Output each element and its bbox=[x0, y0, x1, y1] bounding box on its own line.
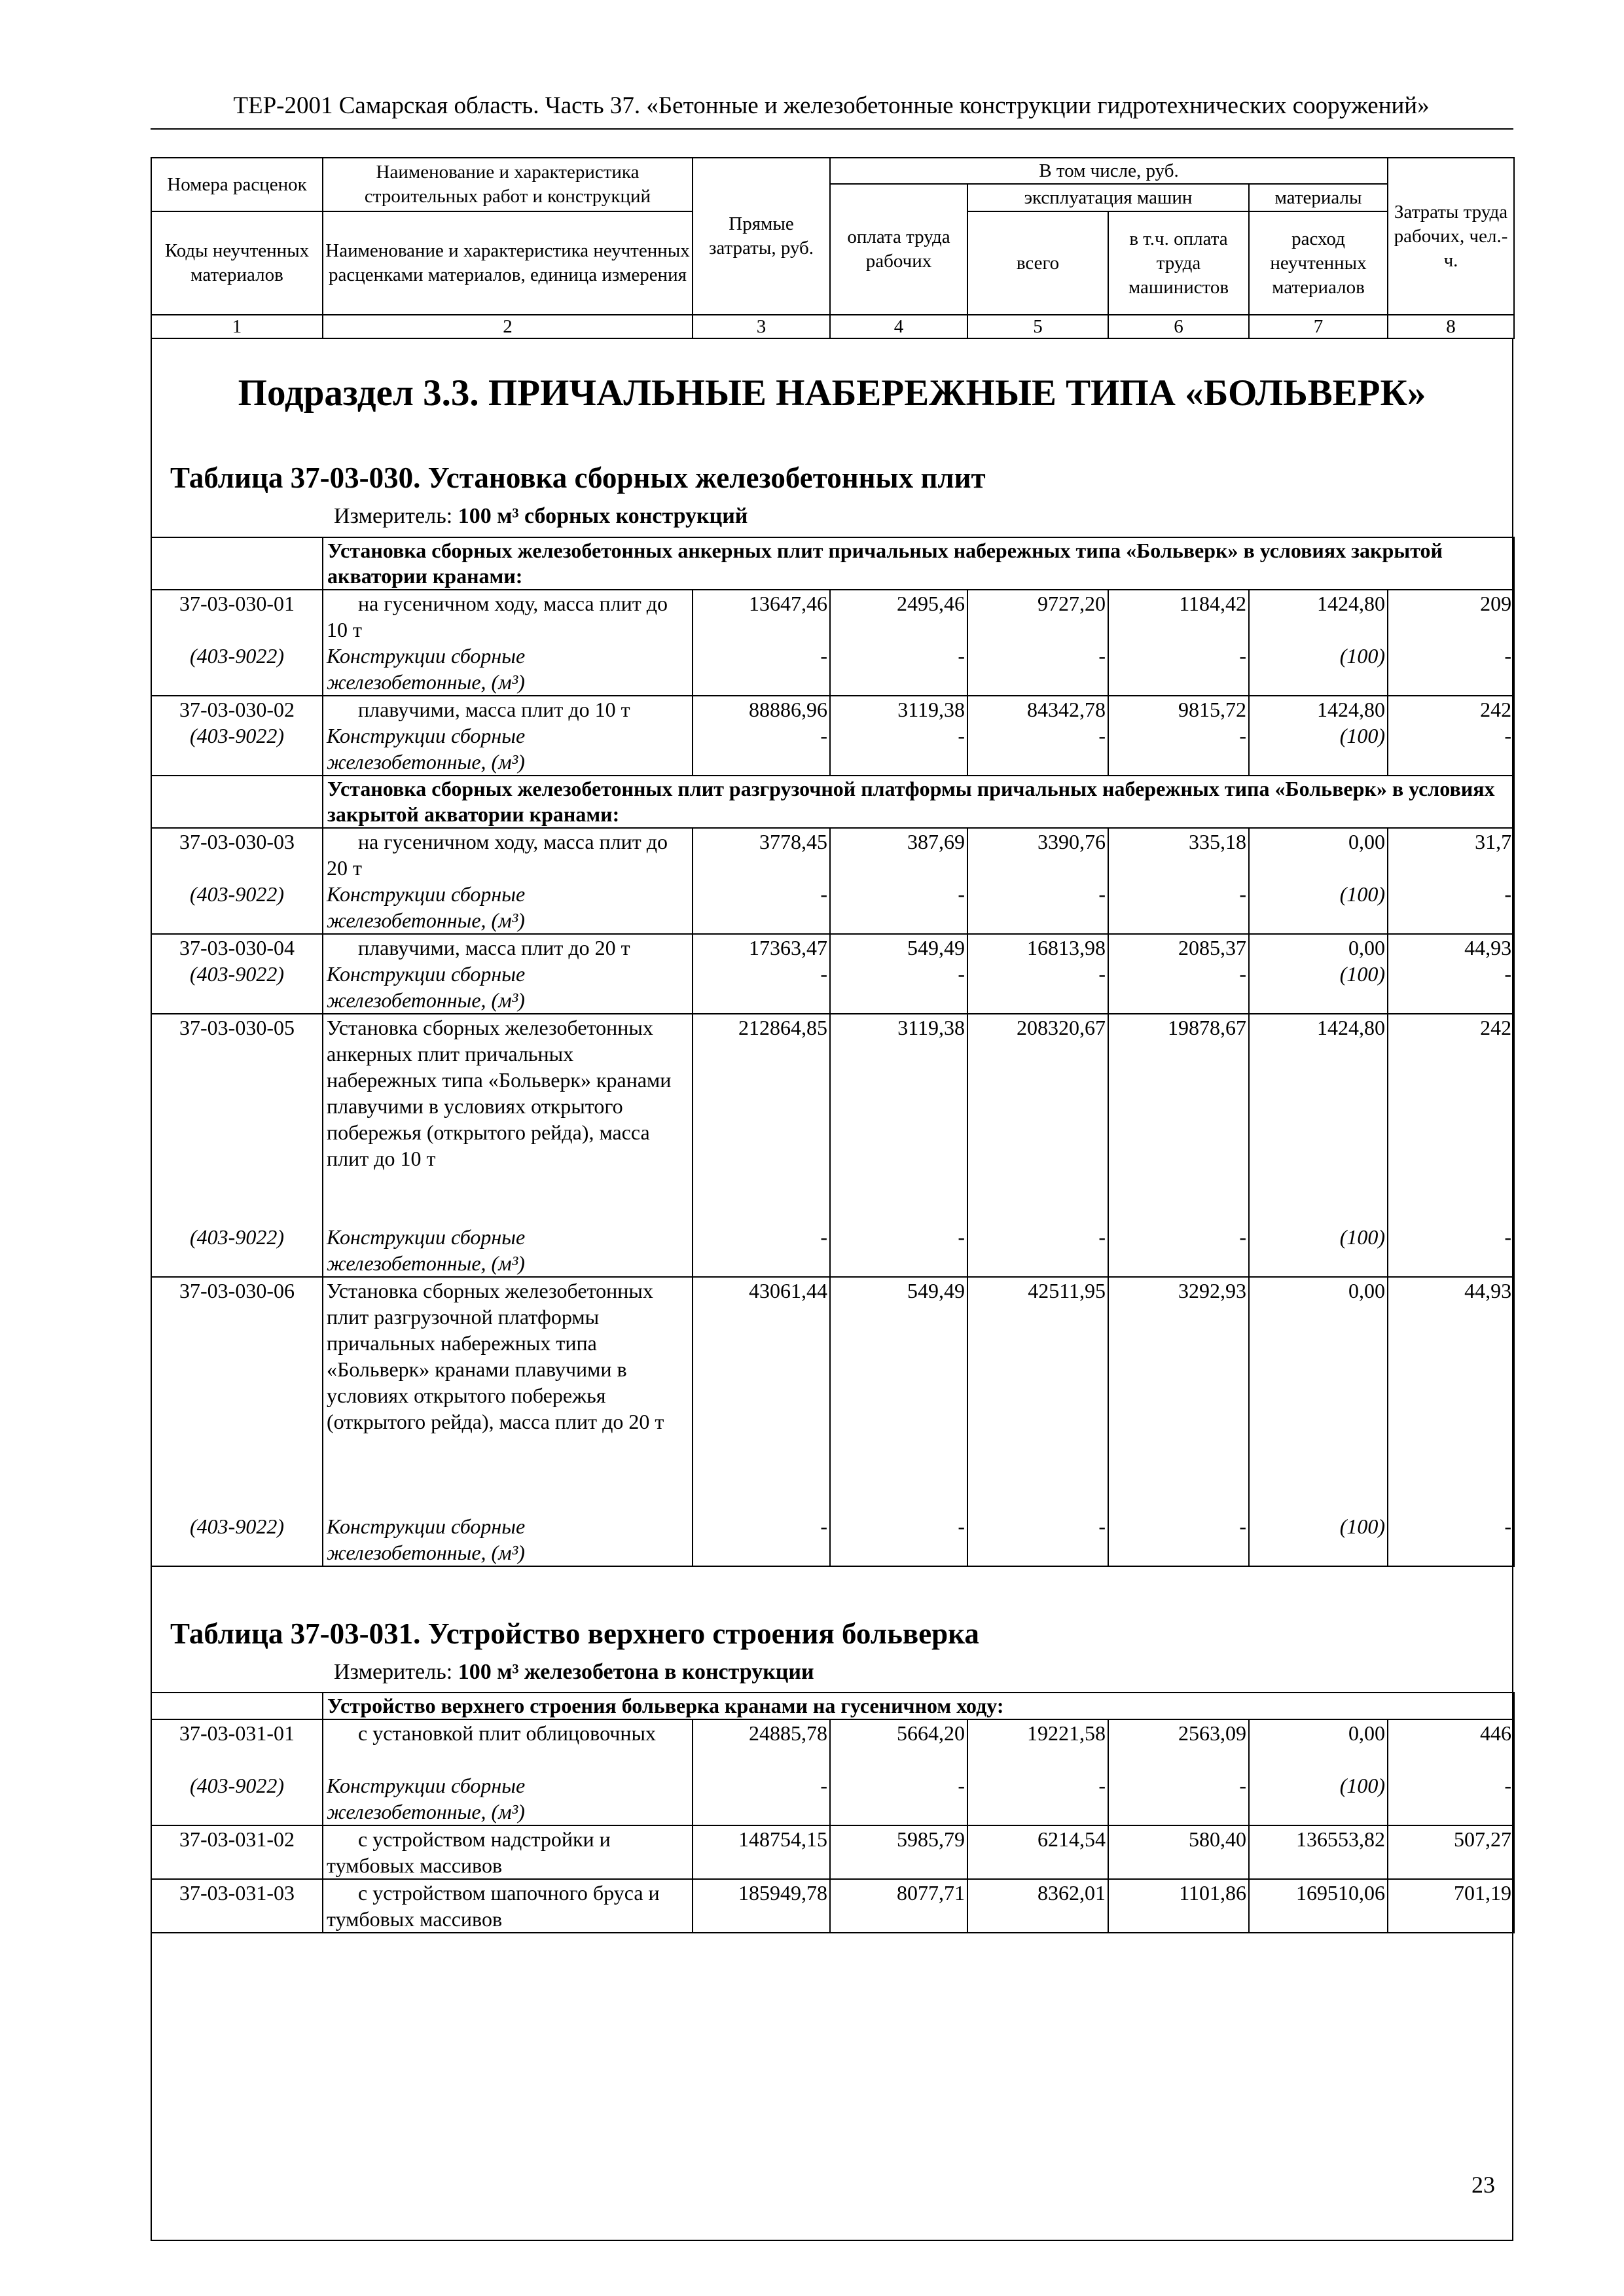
rate-name: с установкой плит облицовочных bbox=[358, 1721, 656, 1745]
rate-name: на гусеничном ходу, масса плит до 20 т bbox=[327, 830, 668, 880]
rate-code: 37-03-030-03 bbox=[179, 830, 295, 853]
col-header-hours: Затраты труда рабочих, чел.-ч. bbox=[1388, 158, 1514, 315]
section-title: Подраздел 3.3. ПРИЧАЛЬНЫЕ НАБЕРЕЖНЫЕ ТИПА «БОЛЬВЕРК» bbox=[238, 372, 1426, 414]
rate-code: 37-03-030-05 bbox=[179, 1016, 295, 1039]
group-row bbox=[151, 776, 1514, 828]
table-row bbox=[151, 1879, 1514, 1933]
rate-name: на гусеничном ходу, масса плит до 10 т bbox=[327, 592, 668, 641]
rate-name: плавучими, масса плит до 10 т bbox=[358, 698, 630, 721]
col-number: 3 bbox=[693, 315, 830, 338]
direct-cost: 148754,15 bbox=[738, 1827, 827, 1851]
col-header-labor: оплата труда рабочих bbox=[830, 184, 967, 315]
page-number: 23 bbox=[1471, 2172, 1495, 2198]
labor-hours: 209 bbox=[1480, 592, 1512, 615]
measure-label: Измеритель: bbox=[334, 1660, 453, 1684]
col-header-name: Наименование и характеристика строительных работ и конструкций bbox=[323, 158, 693, 211]
labor-cost: 387,69 bbox=[907, 830, 965, 853]
table-030-measure bbox=[334, 503, 748, 530]
materials-cost: 0,00 bbox=[1348, 1721, 1385, 1745]
col-header-machinists: в т.ч. оплата труда машинистов bbox=[1108, 211, 1249, 315]
labor-cost: 549,49 bbox=[907, 1279, 965, 1302]
table-030 bbox=[151, 537, 1515, 1567]
col-header-code: Номера расценок bbox=[151, 158, 323, 211]
labor-cost: 3119,38 bbox=[897, 698, 965, 721]
direct-cost: 43061,44 bbox=[749, 1279, 827, 1302]
material-code: (403-9022) bbox=[190, 962, 284, 986]
direct-cost: 24885,78 bbox=[749, 1721, 827, 1745]
labor-cost: 3119,38 bbox=[897, 1016, 965, 1039]
col-number: 4 bbox=[830, 315, 967, 338]
material-name: Конструкции сборные железобетонные, (м³) bbox=[327, 1774, 526, 1823]
table-030-title: Таблица 37-03-030. Установка сборных железобетонных плит bbox=[170, 461, 986, 494]
material-code: (403-9022) bbox=[190, 1225, 284, 1249]
col-header-machines: эксплуатация машин bbox=[967, 184, 1249, 211]
col-header-materials: материалы bbox=[1249, 184, 1388, 211]
labor-cost: 5985,79 bbox=[897, 1827, 965, 1851]
labor-hours: 507,27 bbox=[1454, 1827, 1511, 1851]
running-header: ТЕР-2001 Самарская область. Часть 37. «Бетонные и железобетонные конструкции гидротехнических сооружений» bbox=[233, 92, 1430, 119]
table-row: 37-03-030-05 (403-9022) Установка сборных железобетонных анкерных плит причальных набережных типа «Больверк» кранами плавучими в условиях открытого побережья (открытого рейда), масса плит до 10 т Конструкции сборные железобетонные, (м³) 212864,85 - 3119,38 - 208320,67 - 19878,67 - 1424,80 (100) 242 - bbox=[151, 1014, 1514, 1277]
col-number: 6 bbox=[1108, 315, 1249, 338]
rate-code: 37-03-031-02 bbox=[179, 1827, 295, 1851]
machinists-cost: 1184,42 bbox=[1179, 592, 1246, 615]
machinists-cost: 2085,37 bbox=[1178, 936, 1246, 960]
machinists-cost: 1101,86 bbox=[1179, 1881, 1246, 1905]
labor-hours: 446 bbox=[1480, 1721, 1511, 1745]
col-header-mach-total: всего bbox=[967, 211, 1108, 315]
table-row bbox=[151, 1825, 1514, 1879]
group-heading: Установка сборных железобетонных плит разгрузочной платформы причальных набережных типа «Больверк» в условиях закрытой акватории кранами: bbox=[323, 776, 1514, 828]
direct-cost: 17363,47 bbox=[749, 936, 827, 960]
material-qty: (100) bbox=[1339, 962, 1385, 986]
machinists-cost: 19878,67 bbox=[1168, 1016, 1246, 1039]
table-031 bbox=[151, 1692, 1515, 1933]
col-number: 2 bbox=[323, 315, 693, 338]
rate-name: с устройством шапочного бруса и тумбовых массивов bbox=[327, 1881, 660, 1931]
material-qty: (100) bbox=[1339, 1225, 1385, 1249]
col-header-direct: Прямые затраты, руб. bbox=[693, 158, 830, 315]
labor-hours: 242 bbox=[1480, 698, 1512, 721]
material-name: Конструкции сборные железобетонные, (м³) bbox=[327, 962, 526, 1012]
machinists-cost: 580,40 bbox=[1189, 1827, 1246, 1851]
col-number: 8 bbox=[1388, 315, 1514, 338]
col-number: 1 bbox=[151, 315, 323, 338]
labor-cost: 5664,20 bbox=[897, 1721, 965, 1745]
materials-cost: 136553,82 bbox=[1296, 1827, 1385, 1851]
column-header-table bbox=[151, 157, 1515, 339]
labor-hours: 242 bbox=[1480, 1016, 1512, 1039]
labor-hours: 44,93 bbox=[1464, 936, 1512, 960]
measure-value: 100 м³ сборных конструкций bbox=[458, 504, 748, 528]
table-row: 37-03-030-02 (403-9022) плавучими, масса плит до 10 т Конструкции сборные железобетонные, (м³) 88886,96 - 3119,38 - 84342,78 - 9815,72 - 1424,80 (100) 242 - bbox=[151, 696, 1514, 776]
material-qty: (100) bbox=[1339, 644, 1385, 668]
machinists-cost: 9815,72 bbox=[1178, 698, 1246, 721]
machine-cost: 6214,54 bbox=[1038, 1827, 1106, 1851]
machine-cost: 208320,67 bbox=[1017, 1016, 1106, 1039]
col-header-code-unacc: Коды неучтенных материалов bbox=[151, 211, 323, 315]
material-code: (403-9022) bbox=[190, 882, 284, 906]
group-heading: Устройство верхнего строения больверка кранами на гусеничном ходу: bbox=[323, 1693, 1514, 1719]
group-heading: Установка сборных железобетонных анкерных плит причальных набережных типа «Больверк» в условиях закрытой акватории кранами: bbox=[323, 537, 1514, 590]
col-header-name-unacc: Наименование и характеристика неучтенных расценками материалов, единица измерения bbox=[323, 211, 693, 315]
machine-cost: 8362,01 bbox=[1038, 1881, 1106, 1905]
machine-cost: 3390,76 bbox=[1038, 830, 1106, 853]
material-code: (403-9022) bbox=[190, 1515, 284, 1538]
materials-cost: 0,00 bbox=[1348, 936, 1385, 960]
machine-cost: 42511,95 bbox=[1028, 1279, 1106, 1302]
direct-cost: 88886,96 bbox=[749, 698, 827, 721]
rate-code: 37-03-030-02 bbox=[179, 698, 295, 721]
table-row: 37-03-030-06 (403-9022) Установка сборных железобетонных плит разгрузочной платформы причальных набережных типа «Больверк» кранами плавучими в условиях открытого побережья (открытого рейда), масса плит до 20 т Конструкции сборные железобетонные, (м³) 43061,44 - 549,49 - 42511,95 - 3292,93 - 0,00 (100) 44,93 - bbox=[151, 1277, 1514, 1566]
material-qty: (100) bbox=[1339, 724, 1385, 747]
machinists-cost: 2563,09 bbox=[1178, 1721, 1246, 1745]
materials-cost: 1424,80 bbox=[1317, 1016, 1385, 1039]
measure-value: 100 м³ железобетона в конструкции bbox=[458, 1660, 814, 1684]
material-code: (403-9022) bbox=[190, 724, 284, 747]
material-qty: (100) bbox=[1339, 1774, 1385, 1797]
labor-hours: 44,93 bbox=[1464, 1279, 1512, 1302]
rate-name: Установка сборных железобетонных плит разгрузочной платформы причальных набережных типа «Больверк» кранами плавучими в условиях открытого побережья (открытого рейда), масса плит до 20 т bbox=[327, 1279, 664, 1433]
col-number: 5 bbox=[967, 315, 1108, 338]
material-name: Конструкции сборные железобетонные, (м³) bbox=[327, 1225, 526, 1275]
machine-cost: 19221,58 bbox=[1027, 1721, 1106, 1745]
labor-cost: 2495,46 bbox=[897, 592, 965, 615]
labor-cost: 549,49 bbox=[907, 936, 965, 960]
header-rule bbox=[151, 128, 1513, 130]
material-code: (403-9022) bbox=[190, 1774, 284, 1797]
labor-hours: 31,7 bbox=[1475, 830, 1512, 853]
group-row bbox=[151, 1693, 1514, 1719]
material-name: Конструкции сборные железобетонные, (м³) bbox=[327, 724, 526, 774]
direct-cost: 212864,85 bbox=[738, 1016, 827, 1039]
col-header-materials-sub: расход неучтенных материалов bbox=[1249, 211, 1388, 315]
labor-hours: 701,19 bbox=[1454, 1881, 1511, 1905]
material-name: Конструкции сборные железобетонные, (м³) bbox=[327, 1515, 526, 1564]
table-row: 37-03-031-01 (403-9022) с установкой плит облицовочных Конструкции сборные железобетонные, (м³) 24885,78 - 5664,20 - 19221,58 - 2563,09 - 0,00 (100) 446 - bbox=[151, 1719, 1514, 1825]
table-031-title: Таблица 37-03-031. Устройство верхнего строения больверка bbox=[170, 1617, 979, 1650]
labor-cost: 8077,71 bbox=[897, 1881, 965, 1905]
material-name: Конструкции сборные железобетонные, (м³) bbox=[327, 882, 526, 932]
table-row: 37-03-030-01 (403-9022) на гусеничном ходу, масса плит до 10 т Конструкции сборные железобетонные, (м³) 13647,46 - 2495,46 - 9727,20 - 1184,42 - 1424,80 (100) 209 - bbox=[151, 590, 1514, 696]
material-name: Конструкции сборные железобетонные, (м³) bbox=[327, 644, 526, 694]
machine-cost: 9727,20 bbox=[1038, 592, 1106, 615]
material-qty: (100) bbox=[1339, 1515, 1385, 1538]
machine-cost: 84342,78 bbox=[1027, 698, 1106, 721]
direct-cost: 185949,78 bbox=[738, 1881, 827, 1905]
table-031-measure bbox=[334, 1659, 814, 1686]
direct-cost: 3778,45 bbox=[759, 830, 827, 853]
col-header-incl: В том числе, руб. bbox=[830, 158, 1388, 184]
machinists-cost: 3292,93 bbox=[1178, 1279, 1246, 1302]
rate-code: 37-03-030-06 bbox=[179, 1279, 295, 1302]
materials-cost: 169510,06 bbox=[1296, 1881, 1385, 1905]
rate-name: Установка сборных железобетонных анкерных плит причальных набережных типа «Больверк» кранами плавучими в условиях открытого побережья (открытого рейда), масса плит до 10 т bbox=[327, 1016, 672, 1170]
col-number: 7 bbox=[1249, 315, 1388, 338]
machinists-cost: 335,18 bbox=[1189, 830, 1246, 853]
machine-cost: 16813,98 bbox=[1027, 936, 1106, 960]
rate-code: 37-03-031-01 bbox=[179, 1721, 295, 1745]
rate-code: 37-03-031-03 bbox=[179, 1881, 295, 1905]
group-row bbox=[151, 537, 1514, 590]
measure-label: Измеритель: bbox=[334, 504, 453, 528]
material-code: (403-9022) bbox=[190, 644, 284, 668]
materials-cost: 1424,80 bbox=[1317, 698, 1385, 721]
materials-cost: 0,00 bbox=[1348, 1279, 1385, 1302]
rate-code: 37-03-030-04 bbox=[179, 936, 295, 960]
direct-cost: 13647,46 bbox=[749, 592, 827, 615]
materials-cost: 1424,80 bbox=[1317, 592, 1385, 615]
material-qty: (100) bbox=[1339, 882, 1385, 906]
rate-name: с устройством надстройки и тумбовых массивов bbox=[327, 1827, 611, 1877]
rate-code: 37-03-030-01 bbox=[179, 592, 295, 615]
materials-cost: 0,00 bbox=[1348, 830, 1385, 853]
rate-name: плавучими, масса плит до 20 т bbox=[358, 936, 630, 960]
table-row: 37-03-030-03 (403-9022) на гусеничном ходу, масса плит до 20 т Конструкции сборные железобетонные, (м³) 3778,45 - 387,69 - 3390,76 - 335,18 - 0,00 (100) 31,7 - bbox=[151, 828, 1514, 934]
table-row: 37-03-030-04 (403-9022) плавучими, масса плит до 20 т Конструкции сборные железобетонные, (м³) 17363,47 - 549,49 - 16813,98 - 2085,37 - 0,00 (100) 44,93 - bbox=[151, 934, 1514, 1014]
